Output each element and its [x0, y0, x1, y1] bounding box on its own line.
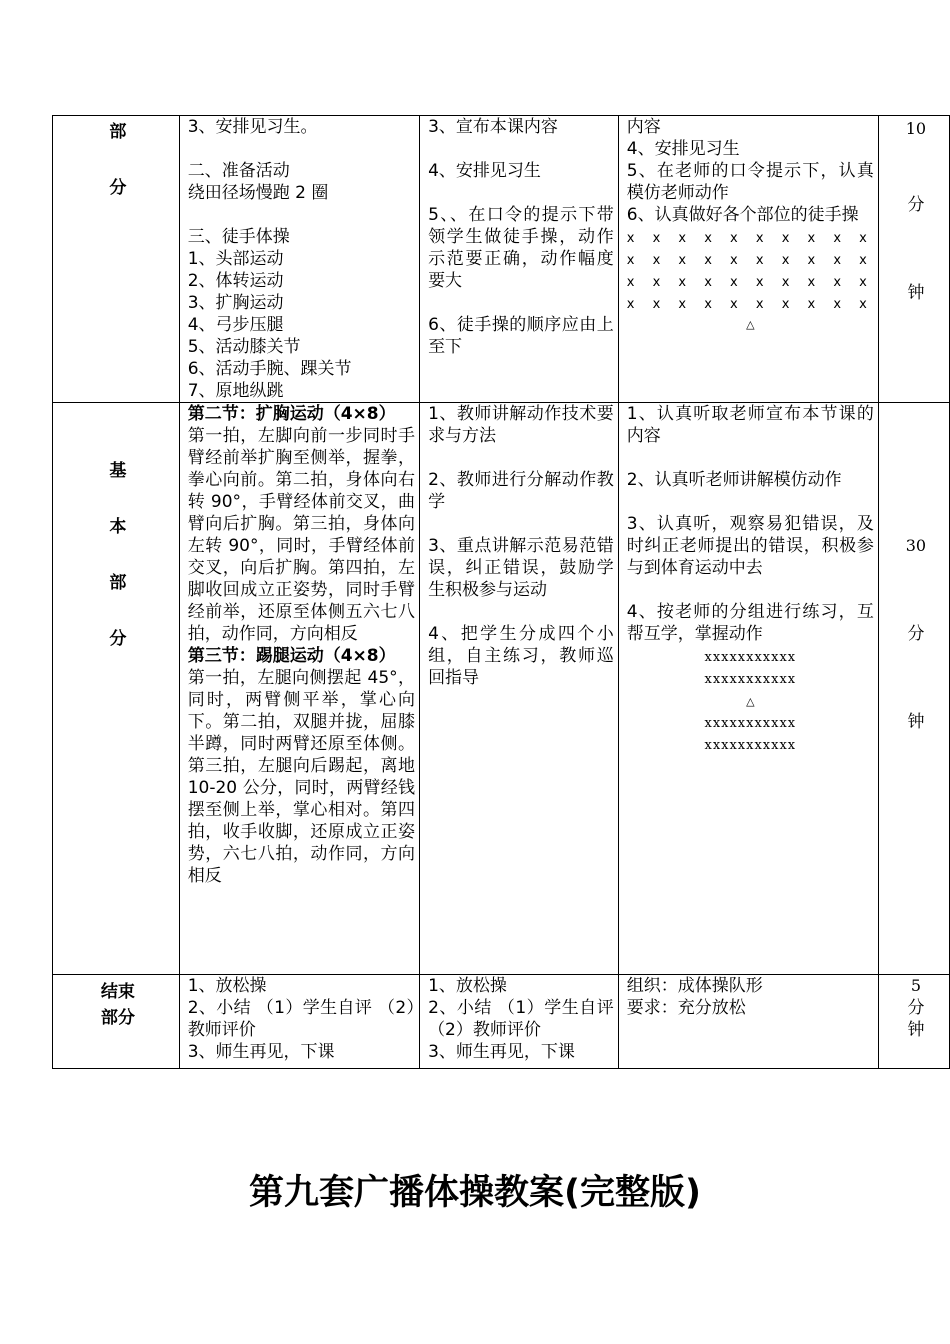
teacher-activity-cell [420, 975, 619, 1069]
content-cell [179, 975, 419, 1069]
time-cell [878, 975, 949, 1069]
teacher-line: 4、把学生分成四个小组，自主练习，教师巡回指导 [428, 624, 614, 688]
teacher-activity-cell [420, 116, 619, 403]
formation-diagram [627, 647, 874, 757]
content-line: 二、准备活动 [187, 161, 290, 181]
content-line: 3、师生再见，下课 [187, 1042, 335, 1062]
section-label-line: 本 [109, 517, 127, 537]
time-unit: 分 [907, 624, 925, 644]
student-line: 6、认真做好各个部位的徒手操 [626, 205, 859, 225]
formation-row: x x x x x x x x x x [626, 231, 874, 246]
section-label-line: 部 [109, 122, 127, 142]
teacher-position-marker: △ [746, 318, 755, 331]
section-label-line: 分 [109, 629, 127, 649]
teacher-line: 3、宣布本课内容 [428, 117, 558, 137]
student-line: 2、认真听老师讲解模仿动作 [626, 470, 842, 490]
student-line: 组织：成体操队形 [626, 976, 763, 996]
time-unit: 钟 [907, 712, 925, 732]
teacher-line: 4、安排见习生 [428, 161, 541, 181]
section-label-line: 部分 [100, 1008, 135, 1028]
exercise-heading: 第三节：踢腿运动（4×8） [187, 646, 396, 666]
content-line: 4、弓步压腿 [187, 315, 284, 335]
content-line: 5、活动膝关节 [187, 337, 301, 357]
teacher-activity-cell [420, 403, 619, 975]
student-line: 4、按老师的分组进行练习，互帮互学，掌握动作 [626, 602, 874, 644]
content-line: 3、安排见习生。 [187, 117, 318, 137]
teacher-position-marker: △ [746, 695, 755, 708]
lesson-plan-table [52, 115, 950, 1069]
time-unit: 钟 [907, 283, 925, 303]
time-value: 5 [910, 976, 922, 995]
content-line: 6、活动手腕、踝关节 [187, 359, 352, 379]
student-activity-cell [618, 403, 878, 975]
content-line: 7、原地纵跳 [187, 381, 284, 401]
teacher-line: 1、教师讲解动作技术要求与方法 [428, 404, 614, 446]
content-line: 绕田径场慢跑 2 圈 [187, 183, 329, 203]
section-label-line: 分 [109, 178, 127, 198]
table-row-basic [53, 403, 950, 975]
time-value: 10 [905, 119, 927, 138]
time-unit: 分 [907, 998, 925, 1018]
content-line: 1、头部运动 [187, 249, 284, 269]
time-value: 30 [905, 536, 927, 555]
student-activity-cell [618, 116, 878, 403]
student-line: 4、安排见习生 [626, 139, 740, 159]
section-label-cell [53, 403, 180, 975]
exercise-description: 第一拍，左脚向前一步同时手臂经前举扩胸至侧举，握拳，拳心向前。第二拍，身体向右转 90°，手臂经体前交叉，曲臂向后扩胸。第三拍，身体向左转 90°，同时，手臂经体前交叉，向后扩胸。第四拍，左脚收回成立正姿势，同时手臂经前举，还原至体侧五六七八拍，动作同，方向相反 [187, 426, 416, 644]
content-cell [179, 403, 419, 975]
teacher-line: 3、师生再见，下课 [428, 1042, 575, 1062]
teacher-line: 5、、在口令的提示下带领学生做徒手操，动作示范要正确，动作幅度要大 [428, 205, 614, 291]
table-row-preparation [53, 116, 950, 403]
section-label-cell [53, 116, 180, 403]
formation-row: x x x x x x x x x x [626, 253, 874, 268]
time-unit: 钟 [907, 1020, 925, 1040]
content-line: 2、体转运动 [187, 271, 284, 291]
formation-row: xxxxxxxxxxx [704, 716, 797, 731]
time-unit: 分 [907, 195, 925, 215]
formation-row: xxxxxxxxxxx [704, 672, 797, 687]
formation-row: xxxxxxxxxxx [704, 738, 797, 753]
content-line: 2、小结 （1）学生自评 （2）教师评价 [187, 998, 416, 1040]
section-label-line: 部 [109, 573, 127, 593]
formation-row: x x x x x x x x x x [626, 297, 874, 312]
formation-row: x x x x x x x x x x [626, 275, 874, 290]
teacher-line: 2、小结 （1）学生自评 （2）教师评价 [428, 998, 614, 1040]
document-title: 第九套广播体操教案(完整版) [249, 1173, 701, 1213]
teacher-line: 1、放松操 [428, 976, 507, 996]
content-cell [179, 116, 419, 403]
teacher-line: 6、徒手操的顺序应由上至下 [428, 315, 614, 357]
formation-row: xxxxxxxxxxx [704, 650, 797, 665]
section-label-cell [53, 975, 180, 1069]
formation-diagram [627, 228, 874, 334]
teacher-line: 3、重点讲解示范易范错误，纠正错误，鼓励学生积极参与运动 [428, 536, 614, 600]
content-line: 3、扩胸运动 [187, 293, 284, 313]
section-label-line: 基 [109, 461, 127, 481]
exercise-heading: 第二节：扩胸运动（4×8） [187, 404, 396, 424]
teacher-line: 2、教师进行分解动作教学 [428, 470, 614, 512]
content-line: 1、放松操 [187, 976, 267, 996]
section-label-line: 结束 [100, 982, 135, 1002]
student-line: 3、认真听，观察易犯错误，及时纠正老师提出的错误，积极参与到体育运动中去 [626, 514, 874, 578]
time-cell [878, 403, 949, 975]
student-line: 要求：充分放松 [626, 998, 746, 1018]
time-cell [878, 116, 949, 403]
content-line: 三、徒手体操 [187, 227, 290, 247]
student-line: 1、认真听取老师宣布本节课的内容 [626, 404, 874, 446]
exercise-description: 第一拍，左腿向侧摆起 45°，同时，两臂侧平举，掌心向下。第二拍，双腿并拢，屈膝半蹲，同时两臂还原至体侧。第三拍，左腿向后踢起，离地 10-20 公分，同时，两臂经钱摆至侧上举，掌心相对。第四拍，收手收脚，还原成立正姿势，六七八拍，动作同，方向相反 [187, 668, 416, 886]
student-activity-cell [618, 975, 878, 1069]
table-row-ending [53, 975, 950, 1069]
student-line: 5、在老师的口令提示下，认真模仿老师动作 [626, 161, 874, 203]
student-line: 内容 [626, 117, 661, 137]
